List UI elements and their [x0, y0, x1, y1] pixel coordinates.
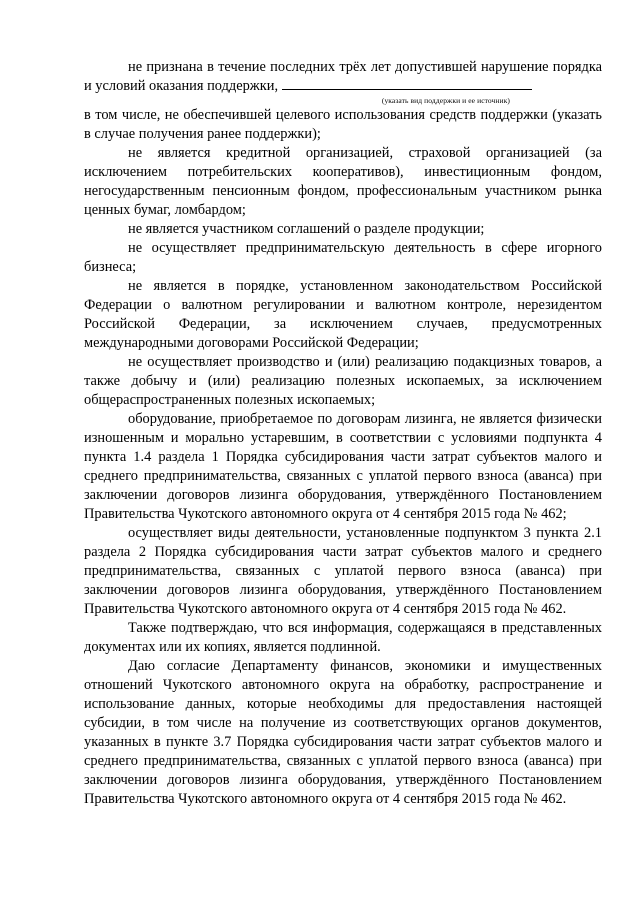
paragraph-target-use: в том числе, не обеспечившей целевого использования средств поддержки (указать в случае получения ранее поддержки);	[84, 107, 602, 142]
document-page	[84, 58, 602, 809]
paragraph-activities: осуществляет виды деятельности, установленные подпунктом 3 пункта 2.1 раздела 2 Порядка субсидирования части затрат субъектов малого и среднего предпринимательства, связанных с уплатой первого взноса (аванса) при заключении договоров лизинга оборудования, утверждённого Постановлением Правительства Чукотского автономного округа от 4 сентября 2015 года № 462.	[84, 525, 602, 617]
paragraph-consent: Даю согласие Департаменту финансов, экономики и имущественных отношений Чукотского автономного округа на обработку, распространение и использование данных, которые необходимы для предоставления настоящей субсидии, в том числе на получение из соответствующих органов документов, указанных в пункте 3.7 Порядка субсидирования части затрат субъектов малого и среднего предпринимательства, связанных с уплатой первого взноса (аванса) при заключении договоров лизинга оборудования, утверждённого Постановлением Правительства Чукотского автономного округа от 4 сентября 2015 года № 462.	[84, 658, 602, 807]
paragraph-not-excise: не осуществляет производство и (или) реализацию подакцизных товаров, а также добычу и (или) реализацию полезных ископаемых, за исключением общераспространенных полезных ископаемых;	[84, 354, 602, 408]
paragraph-not-credit-org: не является кредитной организацией, страховой организацией (за исключением потребительских кооперативов), инвестиционным фондом, негосударственным пенсионным фондом, профессиональным участником рынка ценных бумаг, ломбардом;	[84, 145, 602, 218]
paragraph-violation	[84, 58, 602, 96]
paragraph-not-gambling: не осуществляет предпринимательскую деятельность в сфере игорного бизнеса;	[84, 240, 602, 275]
paragraph-not-psa: не является участником соглашений о разделе продукции;	[128, 221, 485, 237]
support-type-field[interactable]	[282, 77, 532, 90]
paragraph-confirmation: Также подтверждаю, что вся информация, содержащаяся в представленных документах или их копиях, является подлинной.	[84, 620, 602, 655]
paragraph-violation-text: не признана в течение последних трёх лет допустившей нарушение порядка и условий оказания поддержки,	[84, 59, 602, 94]
paragraph-equipment: оборудование, приобретаемое по договорам лизинга, не является физически изношенным и морально устаревшим, в соответствии с условиями подпункта 4 пункта 1.4 раздела 1 Порядка субсидирования части затрат субъектов малого и среднего предпринимательства, связанных с уплатой первого взноса (аванса) при заключении договоров лизинга оборудования, утверждённого Постановлением Правительства Чукотского автономного округа от 4 сентября 2015 года № 462;	[84, 411, 602, 522]
support-type-hint: (указать вид поддержки и ее источник)	[381, 96, 510, 105]
paragraph-not-nonresident: не является в порядке, установленном законодательством Российской Федерации о валютном регулировании и валютном контроле, нерезидентом Российской Федерации, за исключением случаев, предусмотренных международными договорами Российской Федерации;	[84, 278, 602, 351]
